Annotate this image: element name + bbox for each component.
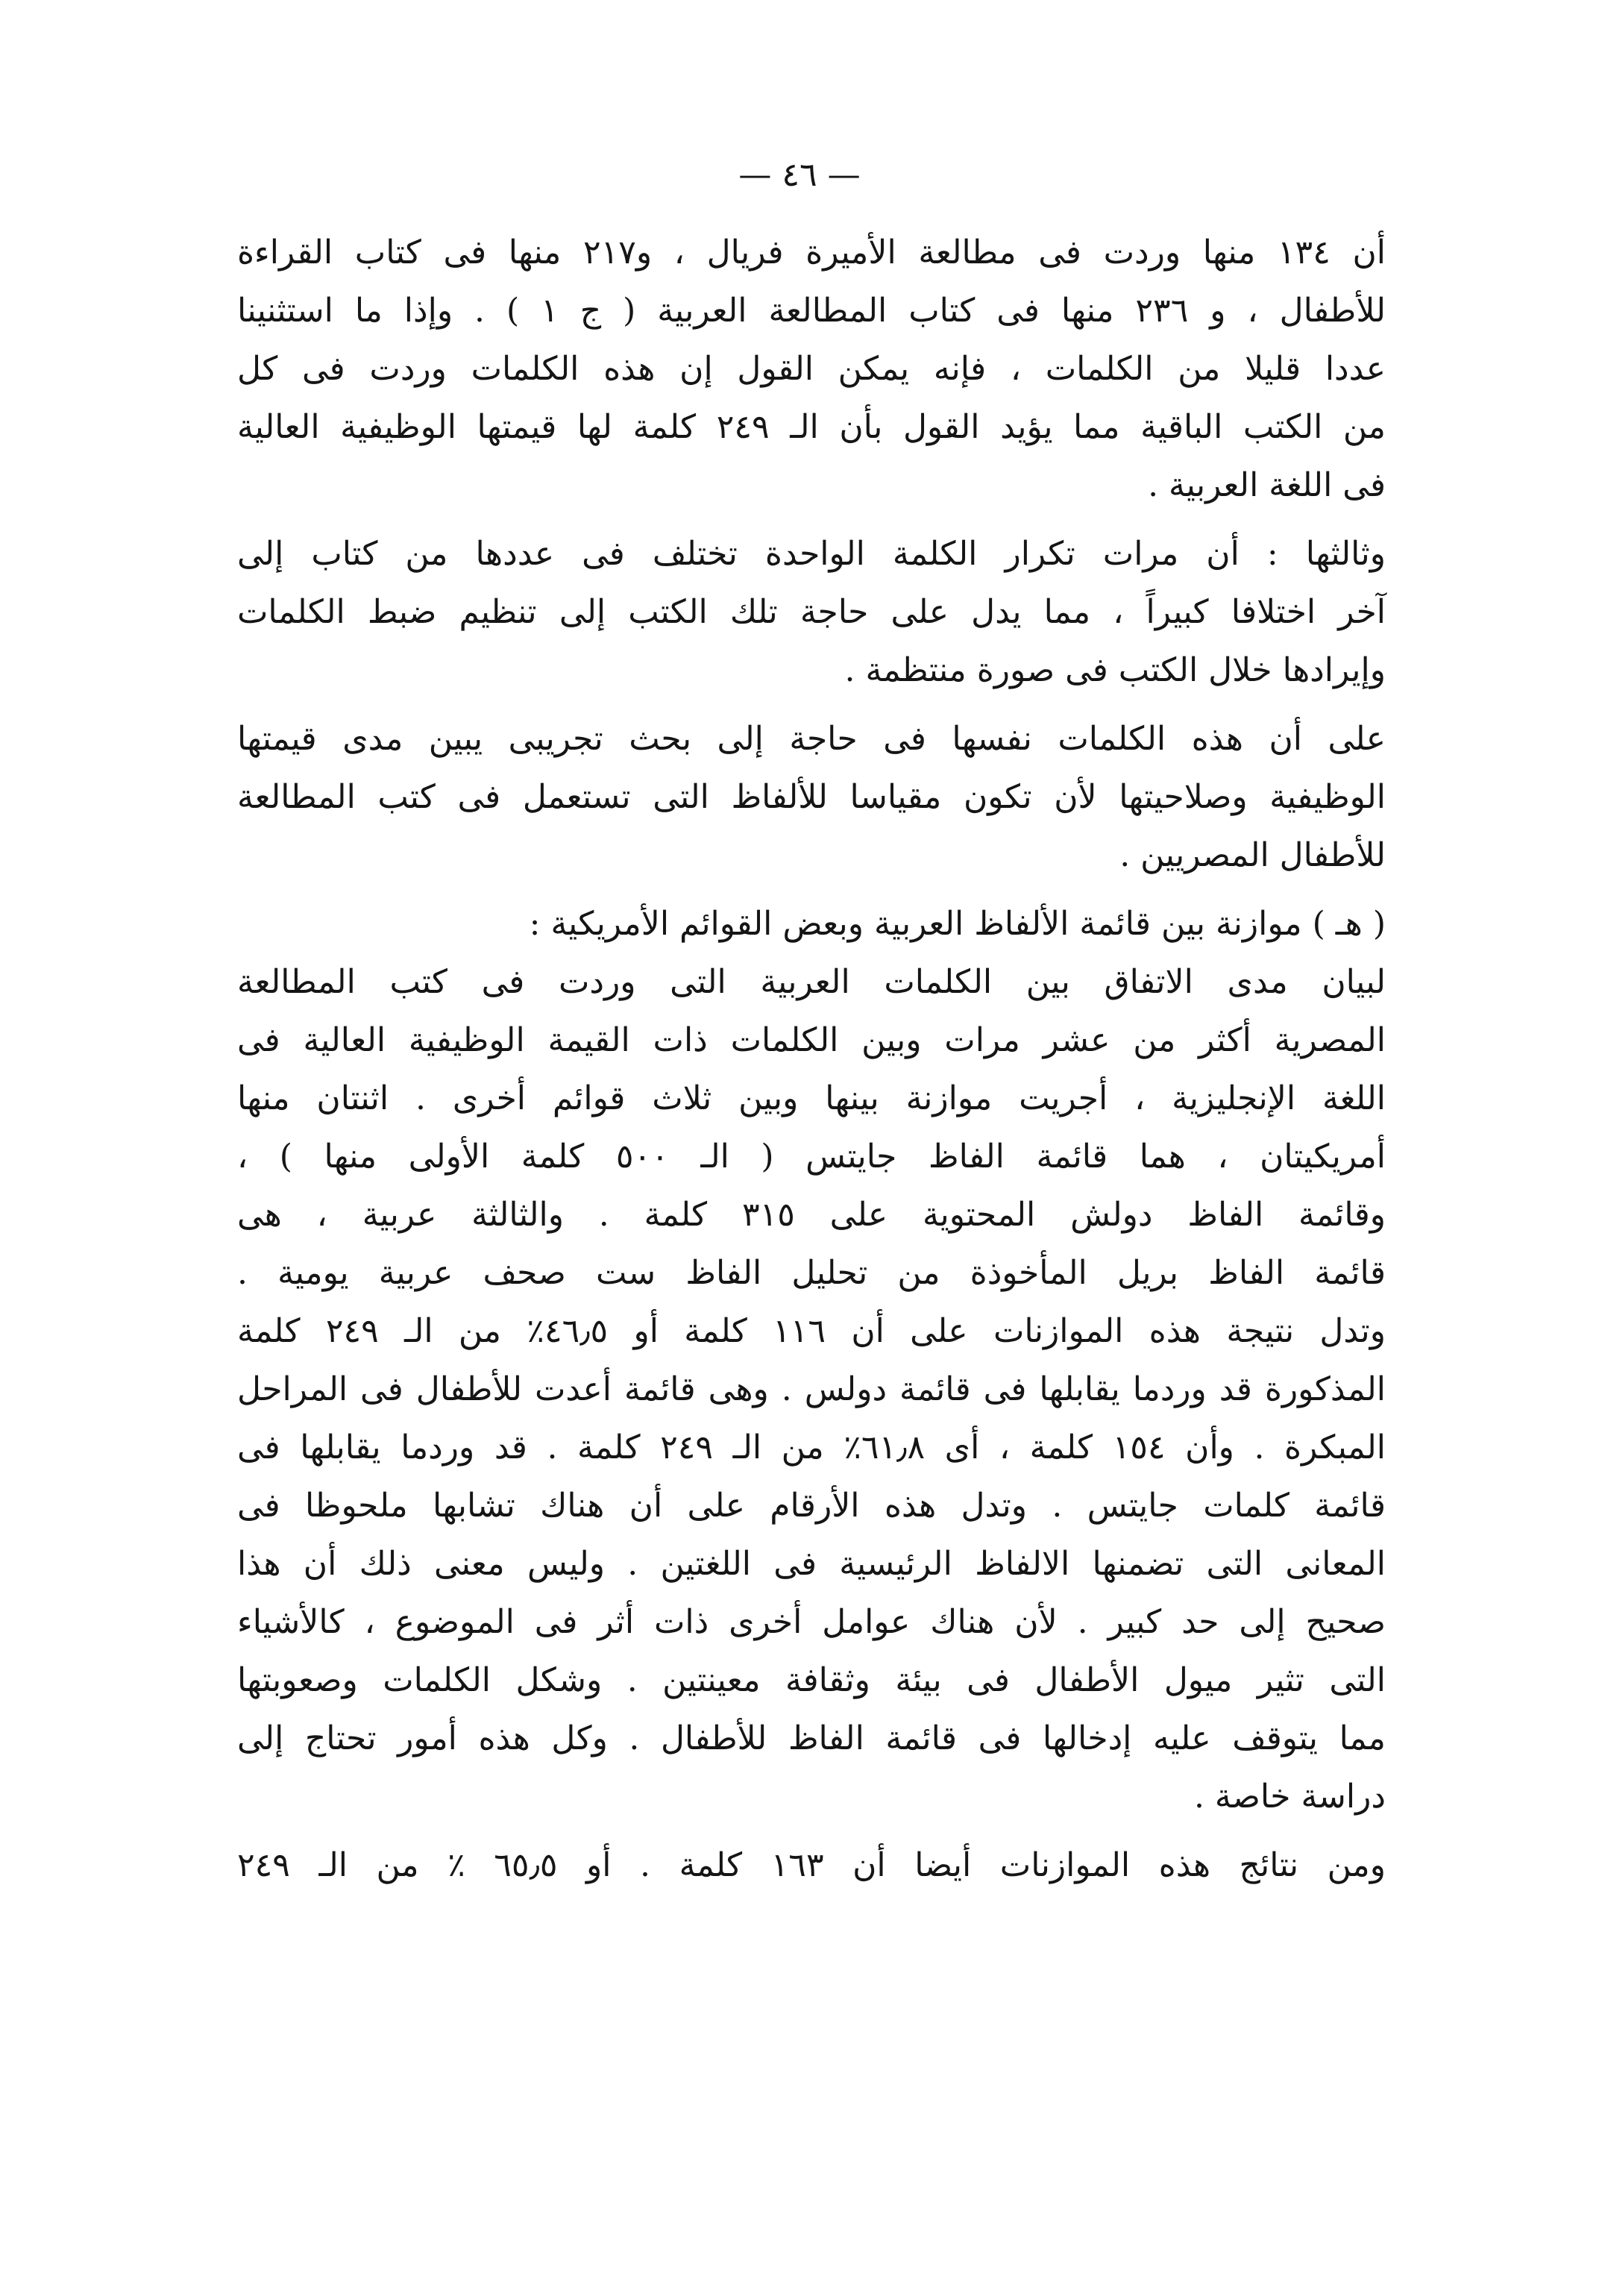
text-line: الوظيفية وصلاحيتها لأن تكون مقياسا للألفاظ التى تستعمل فى كتب المطالعة [237,778,1386,816]
text-line: التى تثير ميول الأطفال فى بيئة وثقافة معينتين . وشكل الكلمات وصعوبتها [237,1661,1386,1699]
paragraph-gap [237,1826,1386,1837]
paragraph [237,224,1386,515]
text-line: وتدل نتيجة هذه الموازنات على أن ١١٦ كلمة أو ٤٦٫٥٪ من الـ ٢٤٩ كلمة [237,1312,1386,1350]
text-line: ومن نتائج هذه الموازنات أيضا أن ١٦٣ كلمة . أو ٦٥٫٥ ٪ من الـ ٢٤٩ [237,1846,1386,1884]
text-line: قائمة كلمات جايتس . وتدل هذه الأرقام على أن هناك تشابها ملحوظا فى [237,1487,1386,1525]
text-line: على أن هذه الكلمات نفسها فى حاجة إلى بحث تجريبى يبين مدى قيمتها [237,720,1386,758]
paragraph [237,953,1386,1826]
text-line: عددا قليلا من الكلمات ، فإنه يمكن القول إن هذه الكلمات وردت فى كل [237,350,1386,388]
text-line: أمريكيتان ، هما قائمة الفاظ جايتس ( الـ ٥٠٠ كلمة الأولى منها ) ، [237,1138,1386,1176]
paragraph [237,1837,1386,1895]
text-line: فى اللغة العربية . [1148,466,1386,504]
text-line: مما يتوقف عليه إدخالها فى قائمة الفاظ للأطفال . وكل هذه أمور تحتاج إلى [237,1719,1386,1757]
text-line: المعانى التى تضمنها الالفاظ الرئيسية فى اللغتين . وليس معنى ذلك أن هذا [237,1545,1386,1583]
paragraph-gap [237,515,1386,525]
text-line: صحيح إلى حد كبير . لأن هناك عوامل أخرى ذات أثر فى الموضوع ، كالأشياء [237,1603,1386,1641]
paragraph-gap [237,700,1386,710]
text-line: وقائمة الفاظ دولش المحتوية على ٣١٥ كلمة . والثالثة عربية ، هى [237,1196,1386,1234]
text-line: وثالثها : أن مرات تكرار الكلمة الواحدة تختلف فى عددها من كتاب إلى [237,535,1386,573]
page-number: — ٤٦ — [738,156,861,194]
text-line: من الكتب الباقية مما يؤيد القول بأن الـ ٢٤٩ كلمة لها قيمتها الوظيفية العالية [237,408,1386,446]
text-line: للأطفال المصريين . [1119,836,1386,874]
text-line: لبيان مدى الاتفاق بين الكلمات العربية التى وردت فى كتب المطالعة [237,963,1386,1001]
section-heading [237,895,1386,953]
paragraph [237,710,1386,885]
text-line: أن ١٣٤ منها وردت فى مطالعة الأميرة فريال ، و٢١٧ منها فى كتاب القراءة [237,233,1386,272]
text-line: دراسة خاصة . [1193,1778,1386,1816]
text-line: المذكورة قد وردما يقابلها فى قائمة دولس . وهى قائمة أعدت للأطفال فى المراحل [237,1370,1386,1408]
text-line: آخر اختلافا كبيراً ، مما يدل على حاجة تلك الكتب إلى تنظيم ضبط الكلمات [237,593,1386,631]
text-line: وإيرادها خلال الكتب فى صورة منتظمة . [844,651,1386,689]
paragraph [237,525,1386,700]
body-text [237,224,1386,1895]
text-line: المبكرة . وأن ١٥٤ كلمة ، أى ٦١٫٨٪ من الـ ٢٤٩ كلمة . قد وردما يقابلها فى [237,1428,1386,1467]
text-line: قائمة الفاظ بريل المأخوذة من تحليل الفاظ ست صحف عربية يومية . [237,1254,1386,1292]
text-line: المصرية أكثر من عشر مرات وبين الكلمات ذات القيمة الوظيفية العالية فى [237,1021,1386,1059]
text-line: للأطفال ، و ٢٣٦ منها فى كتاب المطالعة العربية ( ج ١ ) . وإذا ما استثنينا [237,292,1386,330]
heading-line: ( هـ ) موازنة بين قائمة الألفاظ العربية وبعض القوائم الأمريكية : [529,905,1386,943]
paragraph-gap [237,885,1386,895]
text-line: اللغة الإنجليزية ، أجريت موازنة بينها وبين ثلاث قوائم أخرى . اثنتان منها [237,1079,1386,1117]
